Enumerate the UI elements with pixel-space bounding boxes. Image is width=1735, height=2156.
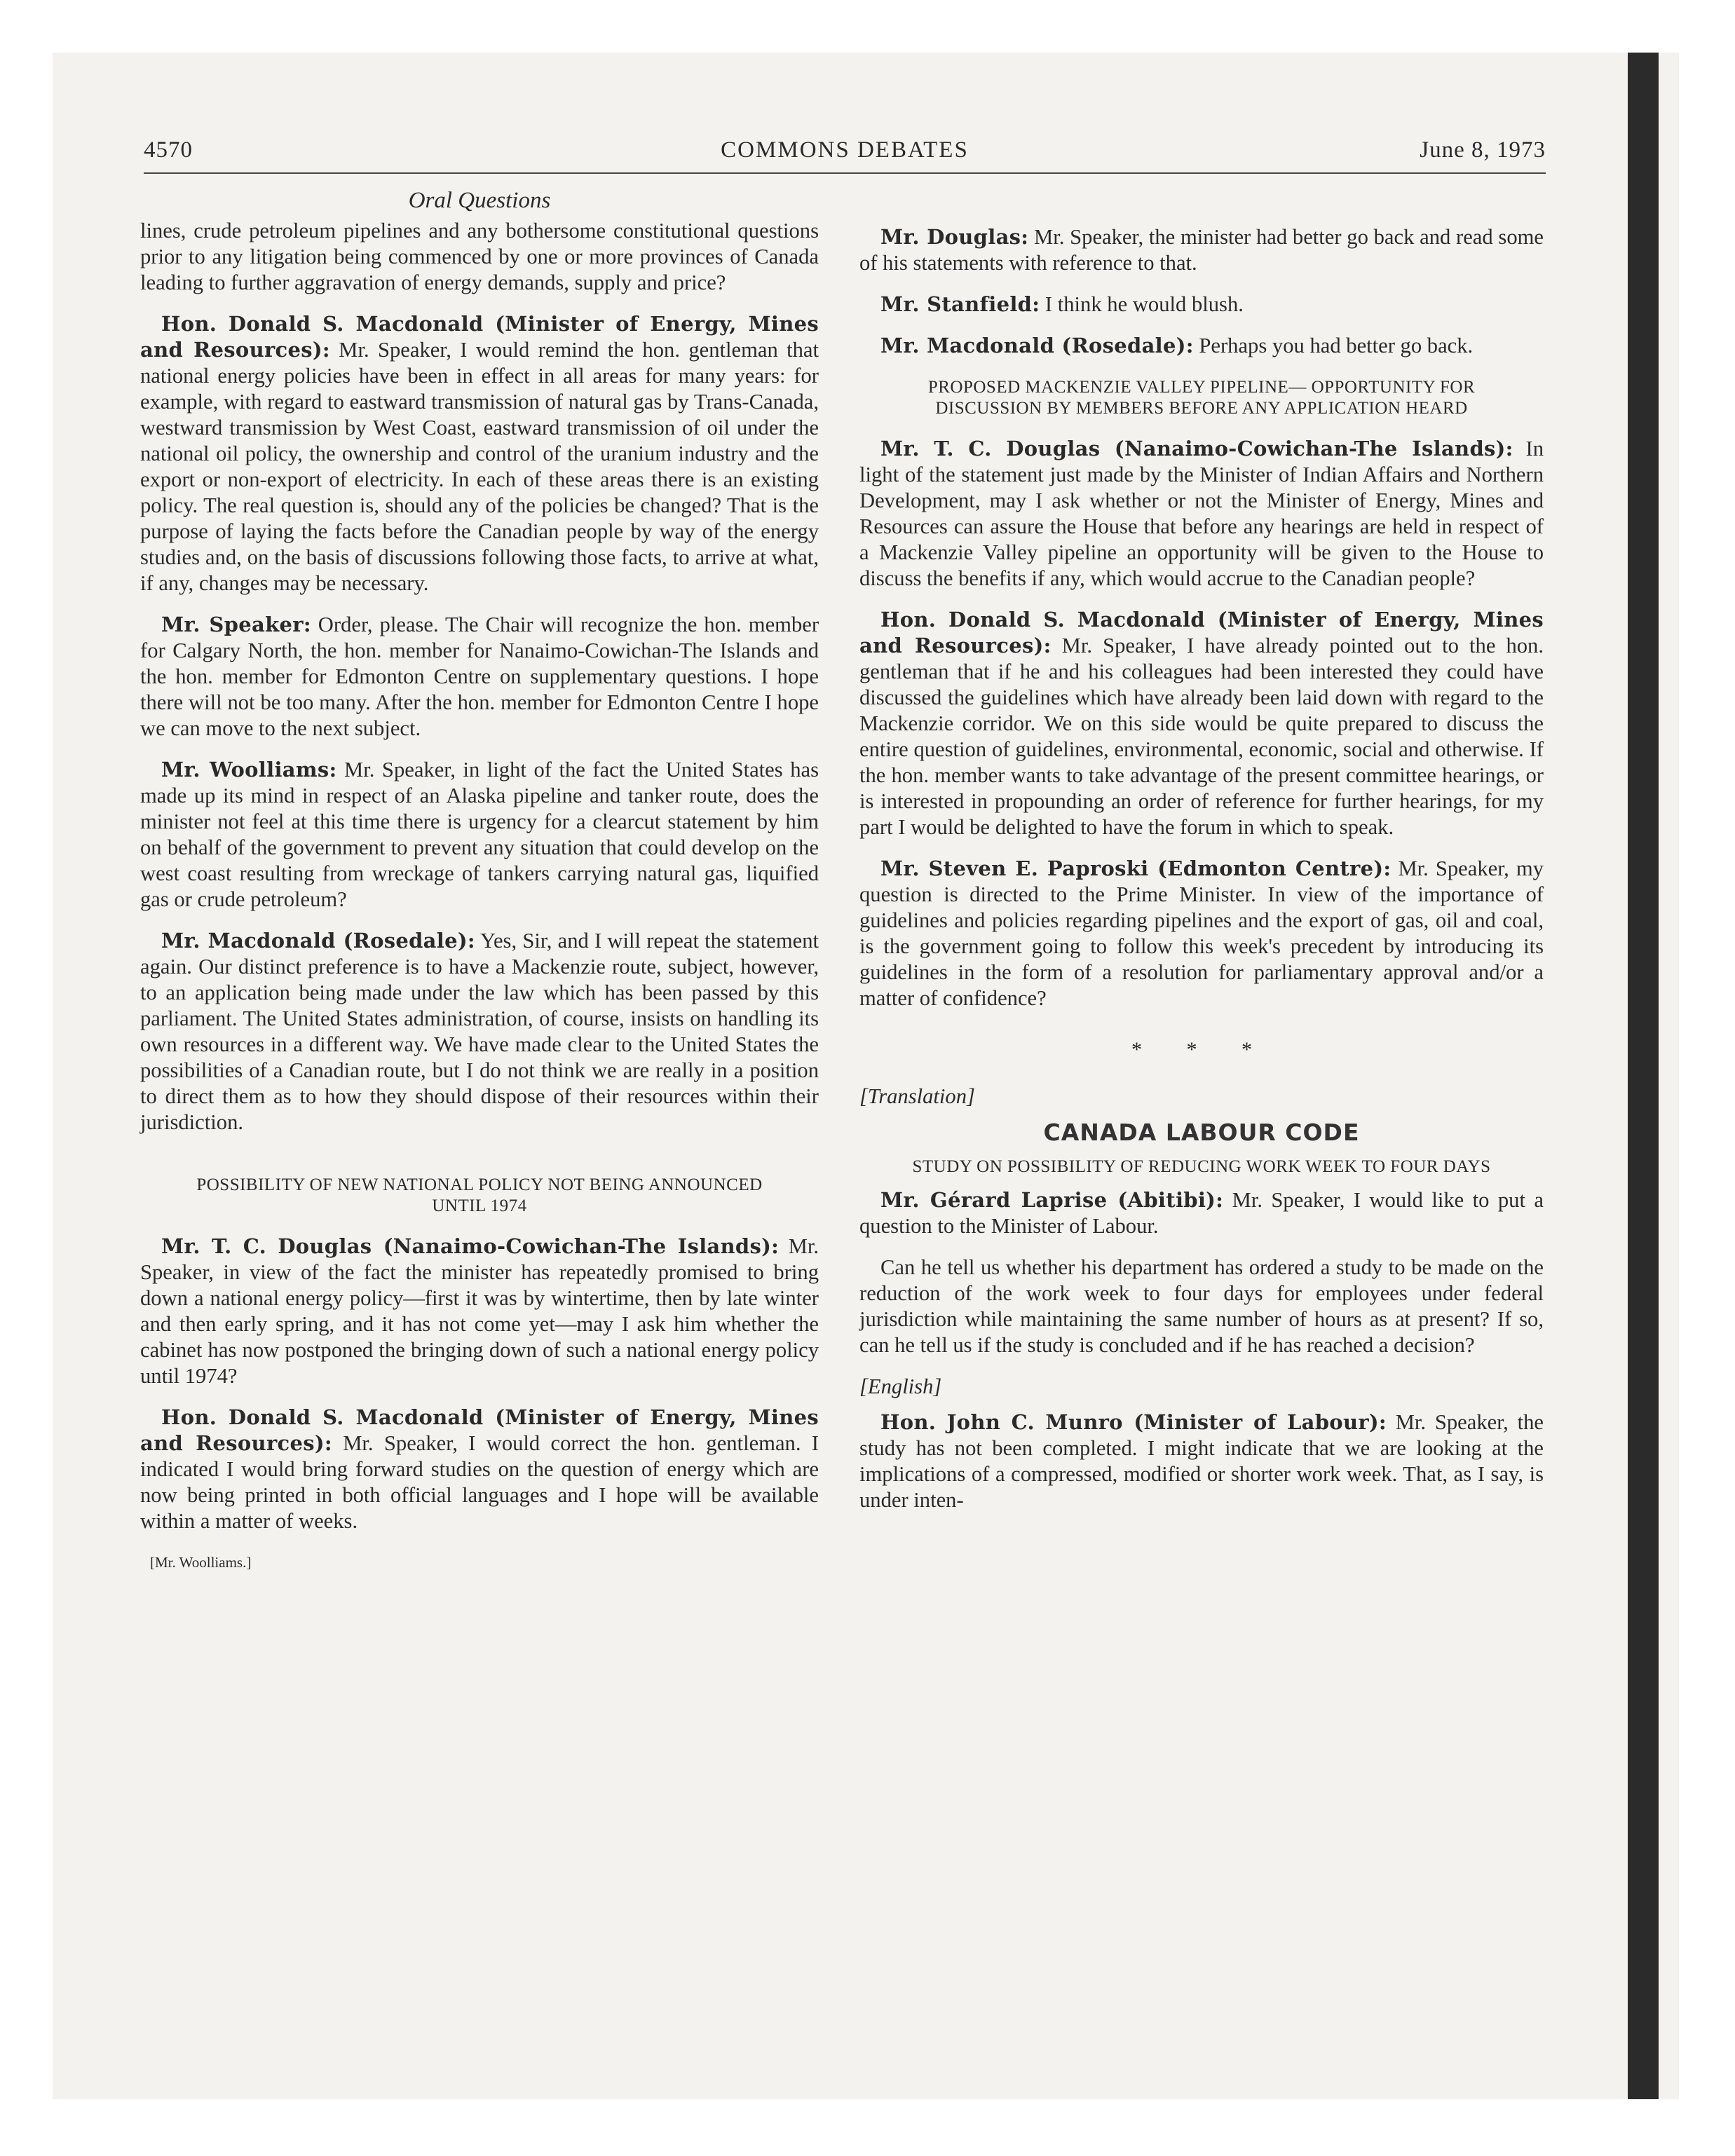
speech-text: Mr. Speaker, I would remind the hon. gentleman that national energy policies have been in effect in all areas for many years: for example, with regard to eastward transmission of natural gas by Trans-Canada, westward transmission by West Coast, eastward transmission of oil under the national oil policy, the ownership and control of the uranium industry and the export or non-export of electricity. In each of these areas there is an existing policy. The real question is, should any of the policies be changed? That is the purpose of laying the facts before the Canadian people by way of the energy studies and, on the basis of discussions following those facts, to arrive at what, if any, changes may be necessary. (140, 338, 819, 595)
subheading: POSSIBILITY OF NEW NATIONAL POLICY NOT BEING ANNOUNCED UNTIL 1974 (196, 1175, 763, 1215)
speaker-name: Mr. Stanfield: (880, 292, 1040, 316)
speech-text: Mr. Speaker, the minister had better go back and read some of his statements with reference to that. (859, 225, 1544, 275)
paragraph (859, 292, 1544, 318)
speaker-name: Mr. T. C. Douglas (Nanaimo-Cowichan-The Islands): (880, 437, 1513, 460)
paragraph (859, 1410, 1544, 1513)
speaker-name: Mr. Steven E. Paproski (Edmonton Centre): (880, 857, 1392, 880)
paragraph (140, 757, 819, 913)
english-tag: [English] (859, 1374, 942, 1398)
speech-text: Order, please. The Chair will recognize the hon. member for Calgary North, the hon. member for Nanaimo-Cowichan-The Islands and the hon. member for Edmonton Centre on supplementary questions. I hope there will not be too many. After the hon. member for Edmonton Centre I hope we can move to the next subject. (140, 613, 819, 740)
footnote: [Mr. Woolliams.] (150, 1554, 252, 1571)
speech-text: In light of the statement just made by the Minister of Indian Affairs and Northern Development, may I ask whether or not the Minister of Energy, Mines and Resources can assure the House that before any hearings are held in respect of a Mackenzie Valley pipeline an opportunity will be given to the House to discuss the benefits if any, which would accrue to the Canadian people? (859, 437, 1544, 590)
speech-text: Mr. Speaker, I have already pointed out to the hon. gentleman that if he and his colleagues had been interested they could have discussed the guidelines which have already been laid down with regard to the Mackenzie corridor. We on this side would be quite prepared to discuss the entire question of guidelines, environmental, economic, social and otherwise. If the hon. member wants to take advantage of the present committee hearings, or is interested in propounding an order of reference for further hearings, for my part I would be delighted to have the forum in which to speak. (859, 634, 1544, 839)
page-header (144, 137, 1546, 174)
speech-text: Mr. Speaker, my question is directed to the Prime Minister. In view of the importance of guidelines and policies regarding pipelines and the export of gas, oil and coal, is the government going to follow this week's precedent by introducing its guidelines in the form of a resolution for parliamentary approval and/or a matter of confidence? (859, 857, 1544, 1010)
speaker-name: Mr. Macdonald (Rosedale): (880, 334, 1194, 357)
section-label: Oral Questions (408, 188, 551, 213)
speech-text: Mr. Speaker, I would like to put a question to the Minister of Labour. (859, 1188, 1544, 1238)
speech-text: Perhaps you had better go back. (1193, 334, 1474, 357)
paragraph (140, 311, 819, 596)
subheading: STUDY ON POSSIBILITY OF REDUCING WORK WEEK TO FOUR DAYS (912, 1157, 1491, 1176)
speaker-name: Mr. Gérard Laprise (Abitibi): (880, 1188, 1224, 1212)
paragraph: lines, crude petroleum pipelines and any bothersome constitutional questions prior to any litigation being commenced by one or more provinces of Canada leading to further aggravation of energy demands, supply and price? (140, 219, 819, 294)
speech-text: Mr. Speaker, I would correct the hon. gentleman. I indicated I would bring forward studies on the question of energy which are now being printed in both official languages and I hope will be available within a matter of weeks. (140, 1431, 819, 1533)
speaker-name: Mr. Macdonald (Rosedale): (161, 929, 475, 953)
subheading: PROPOSED MACKENZIE VALLEY PIPELINE— OPPORTUNITY FOR DISCUSSION BY MEMBERS BEFORE ANY APPLICATION HEARD (927, 378, 1476, 418)
section-separator: * * * (1131, 1038, 1272, 1061)
paragraph (140, 928, 819, 1135)
paragraph (859, 224, 1544, 276)
paragraph (140, 612, 819, 742)
paragraph (859, 856, 1544, 1011)
speech-text: Mr. Speaker, the study has not been completed. I might indicate that we are looking at the implications of a compressed, modified or shorter work week. That, as I say, is under inten- (859, 1410, 1544, 1512)
section-title: CANADA LABOUR CODE (1043, 1119, 1360, 1146)
speech-text: Yes, Sir, and I will repeat the statement again. Our distinct preference is to have a Mackenzie route, subject, however, to an application being made under the law which has been passed by this parliament. The United States administration, of course, insists on handling its own resources in a different way. We have made clear to the United States the possibilities of a Canadian route, but I do not think we are really in a position to direct them as to how they should dispose of their resources within their jurisdiction. (140, 929, 819, 1134)
paragraph (859, 1187, 1544, 1239)
page-number: 4570 (144, 137, 193, 163)
speech-text: I think he would blush. (1040, 292, 1244, 316)
speaker-name: Hon. John C. Munro (Minister of Labour): (880, 1410, 1387, 1434)
speaker-name: Mr. Woolliams: (161, 758, 337, 782)
speaker-name: Mr. T. C. Douglas (Nanaimo-Cowichan-The Islands): (161, 1234, 780, 1258)
speaker-name: Mr. Speaker: (161, 613, 311, 636)
paragraph: Can he tell us whether his department has ordered a study to be made on the reduction of the work week to four days for employees under federal jurisdiction while maintaining the same number of hours as at present? If so, can he tell us if the study is concluded and if he has reached a decision? (859, 1255, 1544, 1357)
paragraph (859, 436, 1544, 592)
speaker-name: Hon. Donald S. Macdonald (Minister of Energy, Mines and Resources): (140, 312, 819, 362)
publication-title: COMMONS DEBATES (721, 137, 969, 163)
paragraph (859, 333, 1544, 359)
speaker-name: Mr. Douglas: (880, 225, 1029, 249)
page-date: June 8, 1973 (1420, 137, 1546, 163)
right-column (859, 224, 1544, 1529)
paragraph (140, 1234, 819, 1389)
speaker-name: Hon. Donald S. Macdonald (Minister of Energy, Mines and Resources): (140, 1405, 819, 1455)
speech-text: Mr. Speaker, in light of the fact the United States has made up its mind in respect of an Alaska pipeline and tanker route, does the minister not feel at this time there is urgency for a clearcut statement by him on behalf of the government to prevent any situation that could develop on the west coast resulting from wreckage of tankers carrying natural gas, liquified gas or crude petroleum? (140, 758, 819, 911)
scan-edge-bar (1628, 53, 1659, 2099)
speech-text: Mr. Speaker, in view of the fact the minister has repeatedly promised to bring down a national energy policy—first it was by wintertime, then by late winter and then early spring, and it has not come yet—may I ask him whether the cabinet has now postponed the bringing down of such a national energy policy until 1974? (140, 1234, 819, 1388)
paragraph (859, 607, 1544, 840)
translation-tag: [Translation] (859, 1084, 975, 1108)
paragraph (140, 1405, 819, 1534)
speaker-name: Hon. Donald S. Macdonald (Minister of Energy, Mines and Resources): (859, 608, 1544, 657)
left-column (140, 188, 819, 1576)
